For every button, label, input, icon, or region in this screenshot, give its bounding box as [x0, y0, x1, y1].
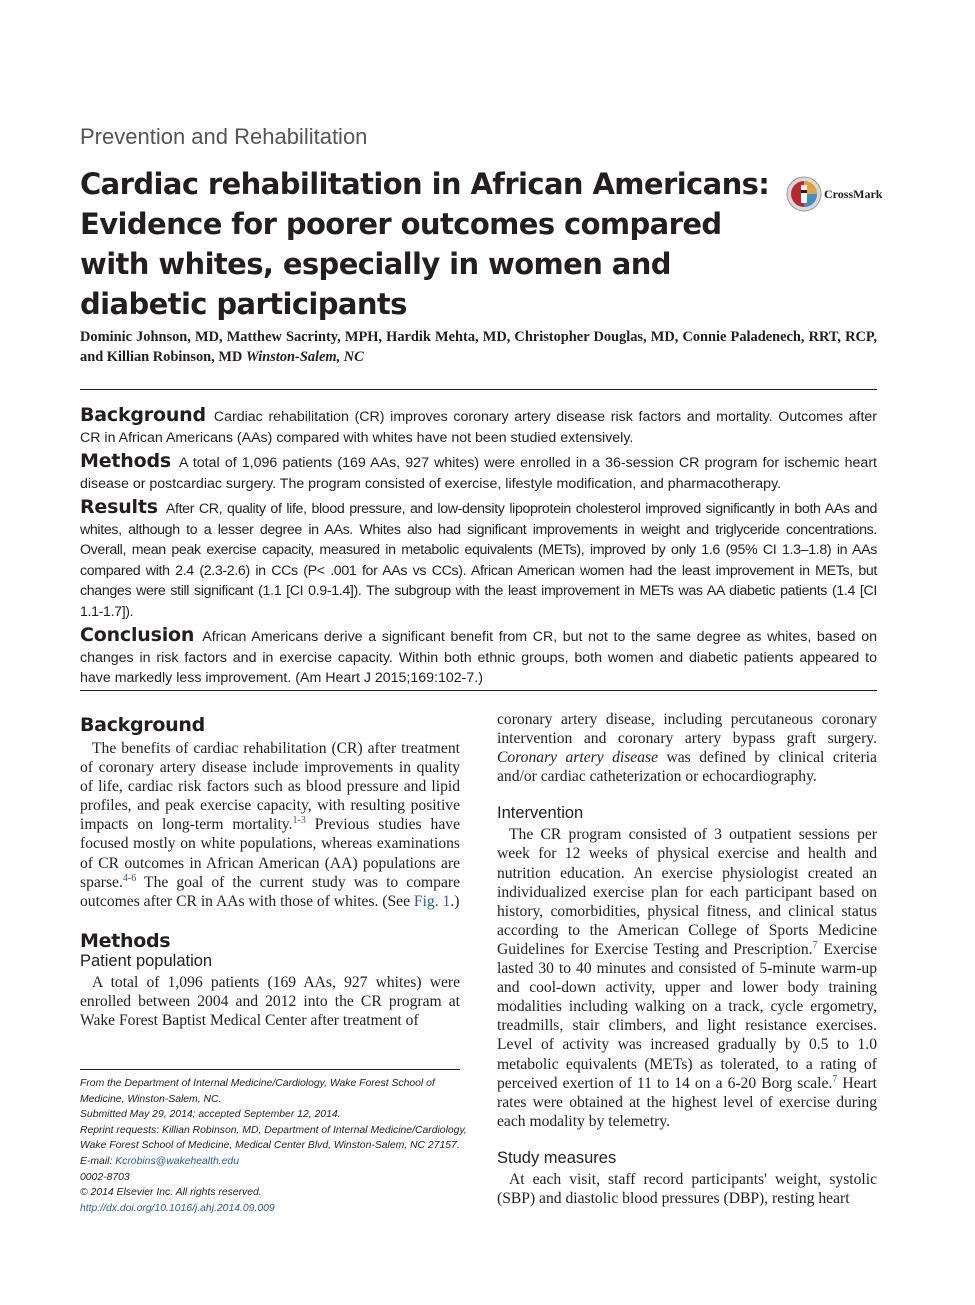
methods-heading: Methods	[80, 929, 171, 952]
email-link[interactable]: Kcrobins@wakehealth.edu	[115, 1155, 239, 1167]
abstract-bottom-rule	[80, 690, 877, 691]
patient-population-paragraph: A total of 1,096 patients (169 AAs, 927 whites) were enrolled between 2004 and 2012 into the CR program at Wake Forest Baptist Medical Center after treatment of	[80, 973, 460, 1030]
figure-link[interactable]: Fig. 1	[413, 892, 451, 910]
author-list	[80, 327, 877, 367]
abstract-background-text: Cardiac rehabilitation (CR) improves coronary artery disease risk factors and mortality. Outcomes after CR in African Americans (AAs) compared with whites have not been studied extensively.	[80, 409, 877, 446]
study-measures-heading: Study measures	[497, 1148, 617, 1167]
abstract-background-head: Background	[80, 404, 206, 426]
abstract-top-rule	[80, 389, 877, 390]
study-measures-paragraph: At each visit, staff record participants' weight, systolic (SBP) and diastolic blood pressures (DBP), resting heart	[497, 1170, 877, 1207]
abstract-methods	[80, 451, 877, 494]
continued-emphasis: Coronary artery disease	[497, 749, 659, 767]
background-text-3: The goal of the current study was to compare outcomes after CR in AAs with those of whites. (See	[80, 873, 460, 910]
intervention-paragraph	[497, 825, 877, 1131]
background-paragraph	[80, 739, 460, 911]
intervention-text-2: Exercise lasted 30 to 40 minutes and consisted of 5-minute warm-up and cool-down activity, upper and lower body training modalities including walking on a track, cycle ergometry, treadmills, stair climbers, and light resistance exercises. Level of activity was increased gradually by 0.5 to 1.0 metabolic equivalents (METs) as tolerated, to a rating of perceived exertion of 11 to 14 on a 6-20 Borg scale.	[497, 940, 877, 1092]
abstract-methods-head: Methods	[80, 450, 171, 472]
abstract	[80, 405, 877, 692]
article-title: Cardiac rehabilitation in African Americans: Evidence for poorer outcomes compared with whites, especially in women and diabetic participants	[80, 167, 770, 321]
background-heading: Background	[80, 714, 205, 736]
continued-text-1: coronary artery disease, including percutaneous coronary intervention and coronary artery bypass graft surgery.	[497, 711, 877, 748]
intervention-text-1: The CR program consisted of 3 outpatient sessions per week for 12 weeks of physical exercise and health and nutrition education. An exercise physiologist created an individualized exercise plan for each participant based on history, comorbidities, physical fitness, and clinical status according to the American College of Sports Medicine Guidelines for Exercise Testing and Prescription.	[497, 826, 877, 958]
abstract-results-text: After CR, quality of life, blood pressure, and low-density lipoprotein cholesterol improved significantly in both AAs and whites, although to a lesser degree in AAs. Whites also had significant improvements in weight and triglyceride concentrations. Overall, mean peak exercise capacity, measured in metabolic equivalents (METs), improved by only 1.6 (95% CI 1.3–1.8) in AAs compared with 2.4 (2.3-2.6) in CCs (P< .001 for AAs vs CCs). African American women had the least improvement in METs, but changes were still significant (1.1 [CI 0.9-1.4]). The subgroup with the least improvement in METs was AA diabetic patients (1.4 [CI 1.1-1.7]).	[80, 501, 877, 620]
abstract-results	[80, 497, 877, 622]
footnotes	[80, 1076, 470, 1216]
continued-text-2: was defined by clinical criteria and/or cardiac catheterization or echocardiography.	[497, 749, 877, 786]
footnote-copyright: © 2014 Elsevier Inc. All rights reserved.	[80, 1187, 262, 1199]
footnote-rule	[80, 1069, 460, 1070]
reference-link[interactable]: 1-3	[292, 815, 306, 827]
abstract-conclusion	[80, 625, 877, 689]
abstract-methods-text: A total of 1,096 patients (169 AAs, 927 whites) were enrolled in a 36-session CR program for ischemic heart disease or postcardiac surgery. The program consisted of exercise, lifestyle modification, and pharmacotherapy.	[80, 455, 877, 492]
footnote-submitted: Submitted May 29, 2014; accepted September 12, 2014.	[80, 1109, 341, 1121]
author-location: Winston-Salem, NC	[245, 349, 364, 365]
abstract-conclusion-text: African Americans derive a significant benefit from CR, but not to the same degree as whites, based on changes in risk factors and in exercise capacity. Within both ethnic groups, both women and diabetic patients appeared to have markedly less improvement. (Am Heart J 2015;169:102-7.)	[80, 629, 877, 686]
reference-link[interactable]: 4-6	[122, 872, 137, 884]
background-text-4: .)	[450, 892, 460, 910]
doi-link[interactable]: http://dx.doi.org/10.1016/j.ahj.2014.09.009	[80, 1202, 275, 1214]
section-label: Prevention and Rehabilitation	[80, 124, 368, 149]
body-column-left	[80, 712, 460, 1030]
reference-link[interactable]: 7	[812, 939, 818, 951]
footnote-reprints: Reprint requests: Killian Robinson, MD, Department of Internal Medicine/Cardiology, Wake Forest School of Medicine, Medical Center Blvd, Winston-Salem, NC 27157.	[80, 1124, 467, 1152]
crossmark-badge[interactable]	[786, 176, 882, 212]
abstract-conclusion-head: Conclusion	[80, 624, 195, 646]
continued-paragraph	[497, 710, 877, 786]
background-text-1: The benefits of cardiac rehabilitation (CR) after treatment of coronary artery disease include improvements in quality of life, cardiac risk factors such as blood pressure and lipid profiles, and peak exercise capacity, with resulting positive impacts on long-term mortality.	[80, 740, 460, 834]
crossmark-icon	[786, 176, 822, 212]
intervention-text-3: Heart rates were obtained at the highest level of exercise during each modality by telemetry.	[497, 1074, 877, 1130]
crossmark-label: CrossMark	[824, 186, 883, 201]
patient-population-heading: Patient population	[80, 951, 213, 970]
footnote-affiliation: From the Department of Internal Medicine/Cardiology, Wake Forest School of Medicine, Winston-Salem, NC.	[80, 1078, 435, 1105]
abstract-results-head: Results	[80, 496, 158, 518]
body-column-right	[497, 710, 877, 1208]
background-text-2: Previous studies have focused mostly on white populations, whereas examinations of CR outcomes in African American (AA) populations are sparse.	[80, 816, 460, 891]
footnote-email	[80, 1154, 470, 1170]
abstract-background	[80, 405, 877, 448]
intervention-heading: Intervention	[497, 804, 584, 823]
reference-link[interactable]: 7	[832, 1073, 838, 1085]
footnote-issn: 0002-8703	[80, 1171, 130, 1183]
email-label: E-mail:	[80, 1155, 116, 1167]
author-names: Dominic Johnson, MD, Matthew Sacrinty, MPH, Hardik Mehta, MD, Christopher Douglas, MD, Connie Paladenech, RRT, RCP, and Killian Robinson, MD	[80, 329, 877, 365]
